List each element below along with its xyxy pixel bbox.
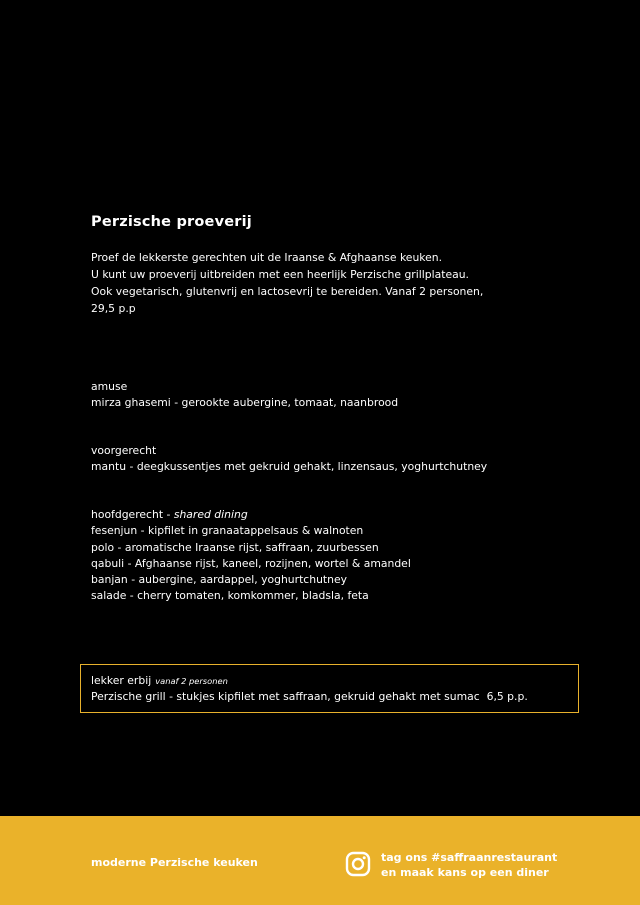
intro-line: U kunt uw proeverij uitbreiden met een heerlijk Perzische grillplateau. (91, 268, 469, 281)
cta-line: en maak kans op een diner (381, 866, 549, 879)
instagram-icon (345, 851, 371, 877)
extra-heading (91, 674, 228, 687)
dish-item: polo - aromatische Iraanse rijst, saffraan, zuurbessen (91, 540, 379, 554)
intro-line: 29,5 p.p (91, 302, 136, 315)
extra-dish: Perzische grill - stukjes kipfilet met saffraan, gekruid gehakt met sumac 6,5 p.p. (91, 690, 528, 703)
cta-line: tag ons #saffraanrestaurant (381, 851, 558, 864)
extra-heading-label: lekker erbij (91, 674, 152, 687)
course-heading: voorgerecht (91, 444, 157, 457)
intro-line: Ook vegetarisch, glutenvrij en lactosevrij te bereiden. Vanaf 2 personen, (91, 285, 484, 298)
course-heading (91, 507, 411, 523)
footer-cta (381, 850, 557, 880)
course-subtitle: shared dining (173, 508, 248, 521)
footer-bar (0, 816, 640, 905)
dish-item: qabuli - Afghaanse rijst, kaneel, rozijnen, wortel & amandel (91, 556, 411, 570)
course-hoofdgerecht (91, 507, 411, 605)
footer-tagline: moderne Perzische keuken (91, 856, 258, 869)
intro-text (91, 249, 561, 317)
dish-item: mantu - deegkussentjes met gekruid gehakt, linzensaus, yoghurtchutney (91, 460, 488, 474)
extra-note: vanaf 2 personen (155, 676, 228, 686)
dish-item: banjan - aubergine, aardappel, yoghurtchutney (91, 573, 348, 587)
intro-line: Proef de lekkerste gerechten uit de Iraanse & Afghaanse keuken. (91, 251, 443, 264)
menu-title: Perzische proeverij (91, 214, 252, 230)
course-voorgerecht (91, 443, 487, 476)
course-heading-label: hoofdgerecht - (91, 508, 174, 521)
dish-item: mirza ghasemi - gerookte aubergine, tomaat, naanbrood (91, 396, 399, 410)
course-amuse (91, 379, 398, 412)
course-heading: amuse (91, 380, 128, 393)
extra-option-box (80, 664, 579, 713)
dish-item: salade - cherry tomaten, komkommer, bladsla, feta (91, 589, 369, 603)
dish-item: fesenjun - kipfilet in granaatappelsaus & walnoten (91, 524, 364, 538)
